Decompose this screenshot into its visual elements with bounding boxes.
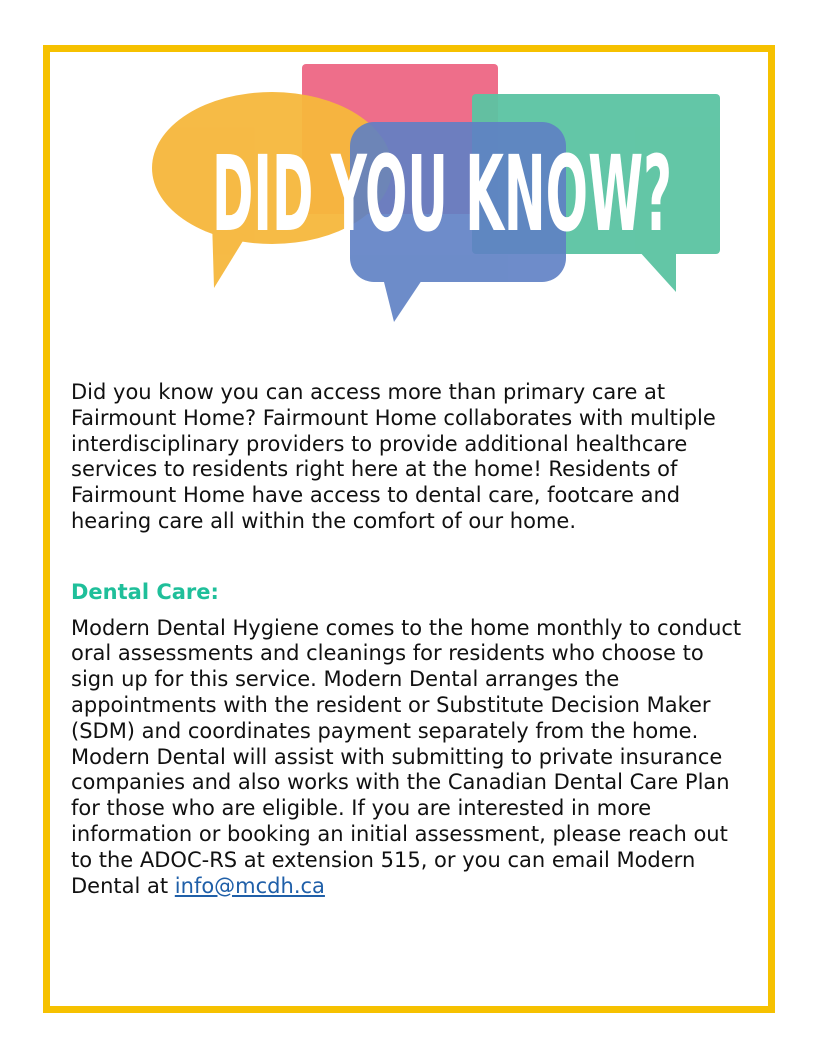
did-you-know-banner (150, 60, 730, 330)
main-content (71, 380, 751, 899)
email-link[interactable]: info@mcdh.ca (174, 873, 325, 898)
intro-paragraph: Did you know you can access more than primary care at Fairmount Home? Fairmount Home collaborates with multiple interdisciplinary providers to provide additional healthcare services to residents right here at the home! Residents of Fairmount Home have access to dental care, footcare and hearing care all within the comfort of our home. (71, 380, 716, 533)
banner-title: DID YOU KNOW? (212, 133, 672, 255)
dental-care-paragraph (71, 616, 751, 900)
dental-care-heading: Dental Care: (71, 579, 219, 604)
dental-care-body: Modern Dental Hygiene comes to the home monthly to conduct oral assessments and cleanings for residents who choose to sign up for this service. Modern Dental arranges the appointments with the resident or Substitute Decision Maker (SDM) and coordinates payment separately from the home. Modern Dental will assist with submitting to private insurance companies and also works with the Canadian Dental Care Plan for those who are eligible. If you are interested in more information or booking an initial assessment, please reach out to the ADOC-RS at extension 515, or you can email Modern Dental at (71, 615, 742, 898)
